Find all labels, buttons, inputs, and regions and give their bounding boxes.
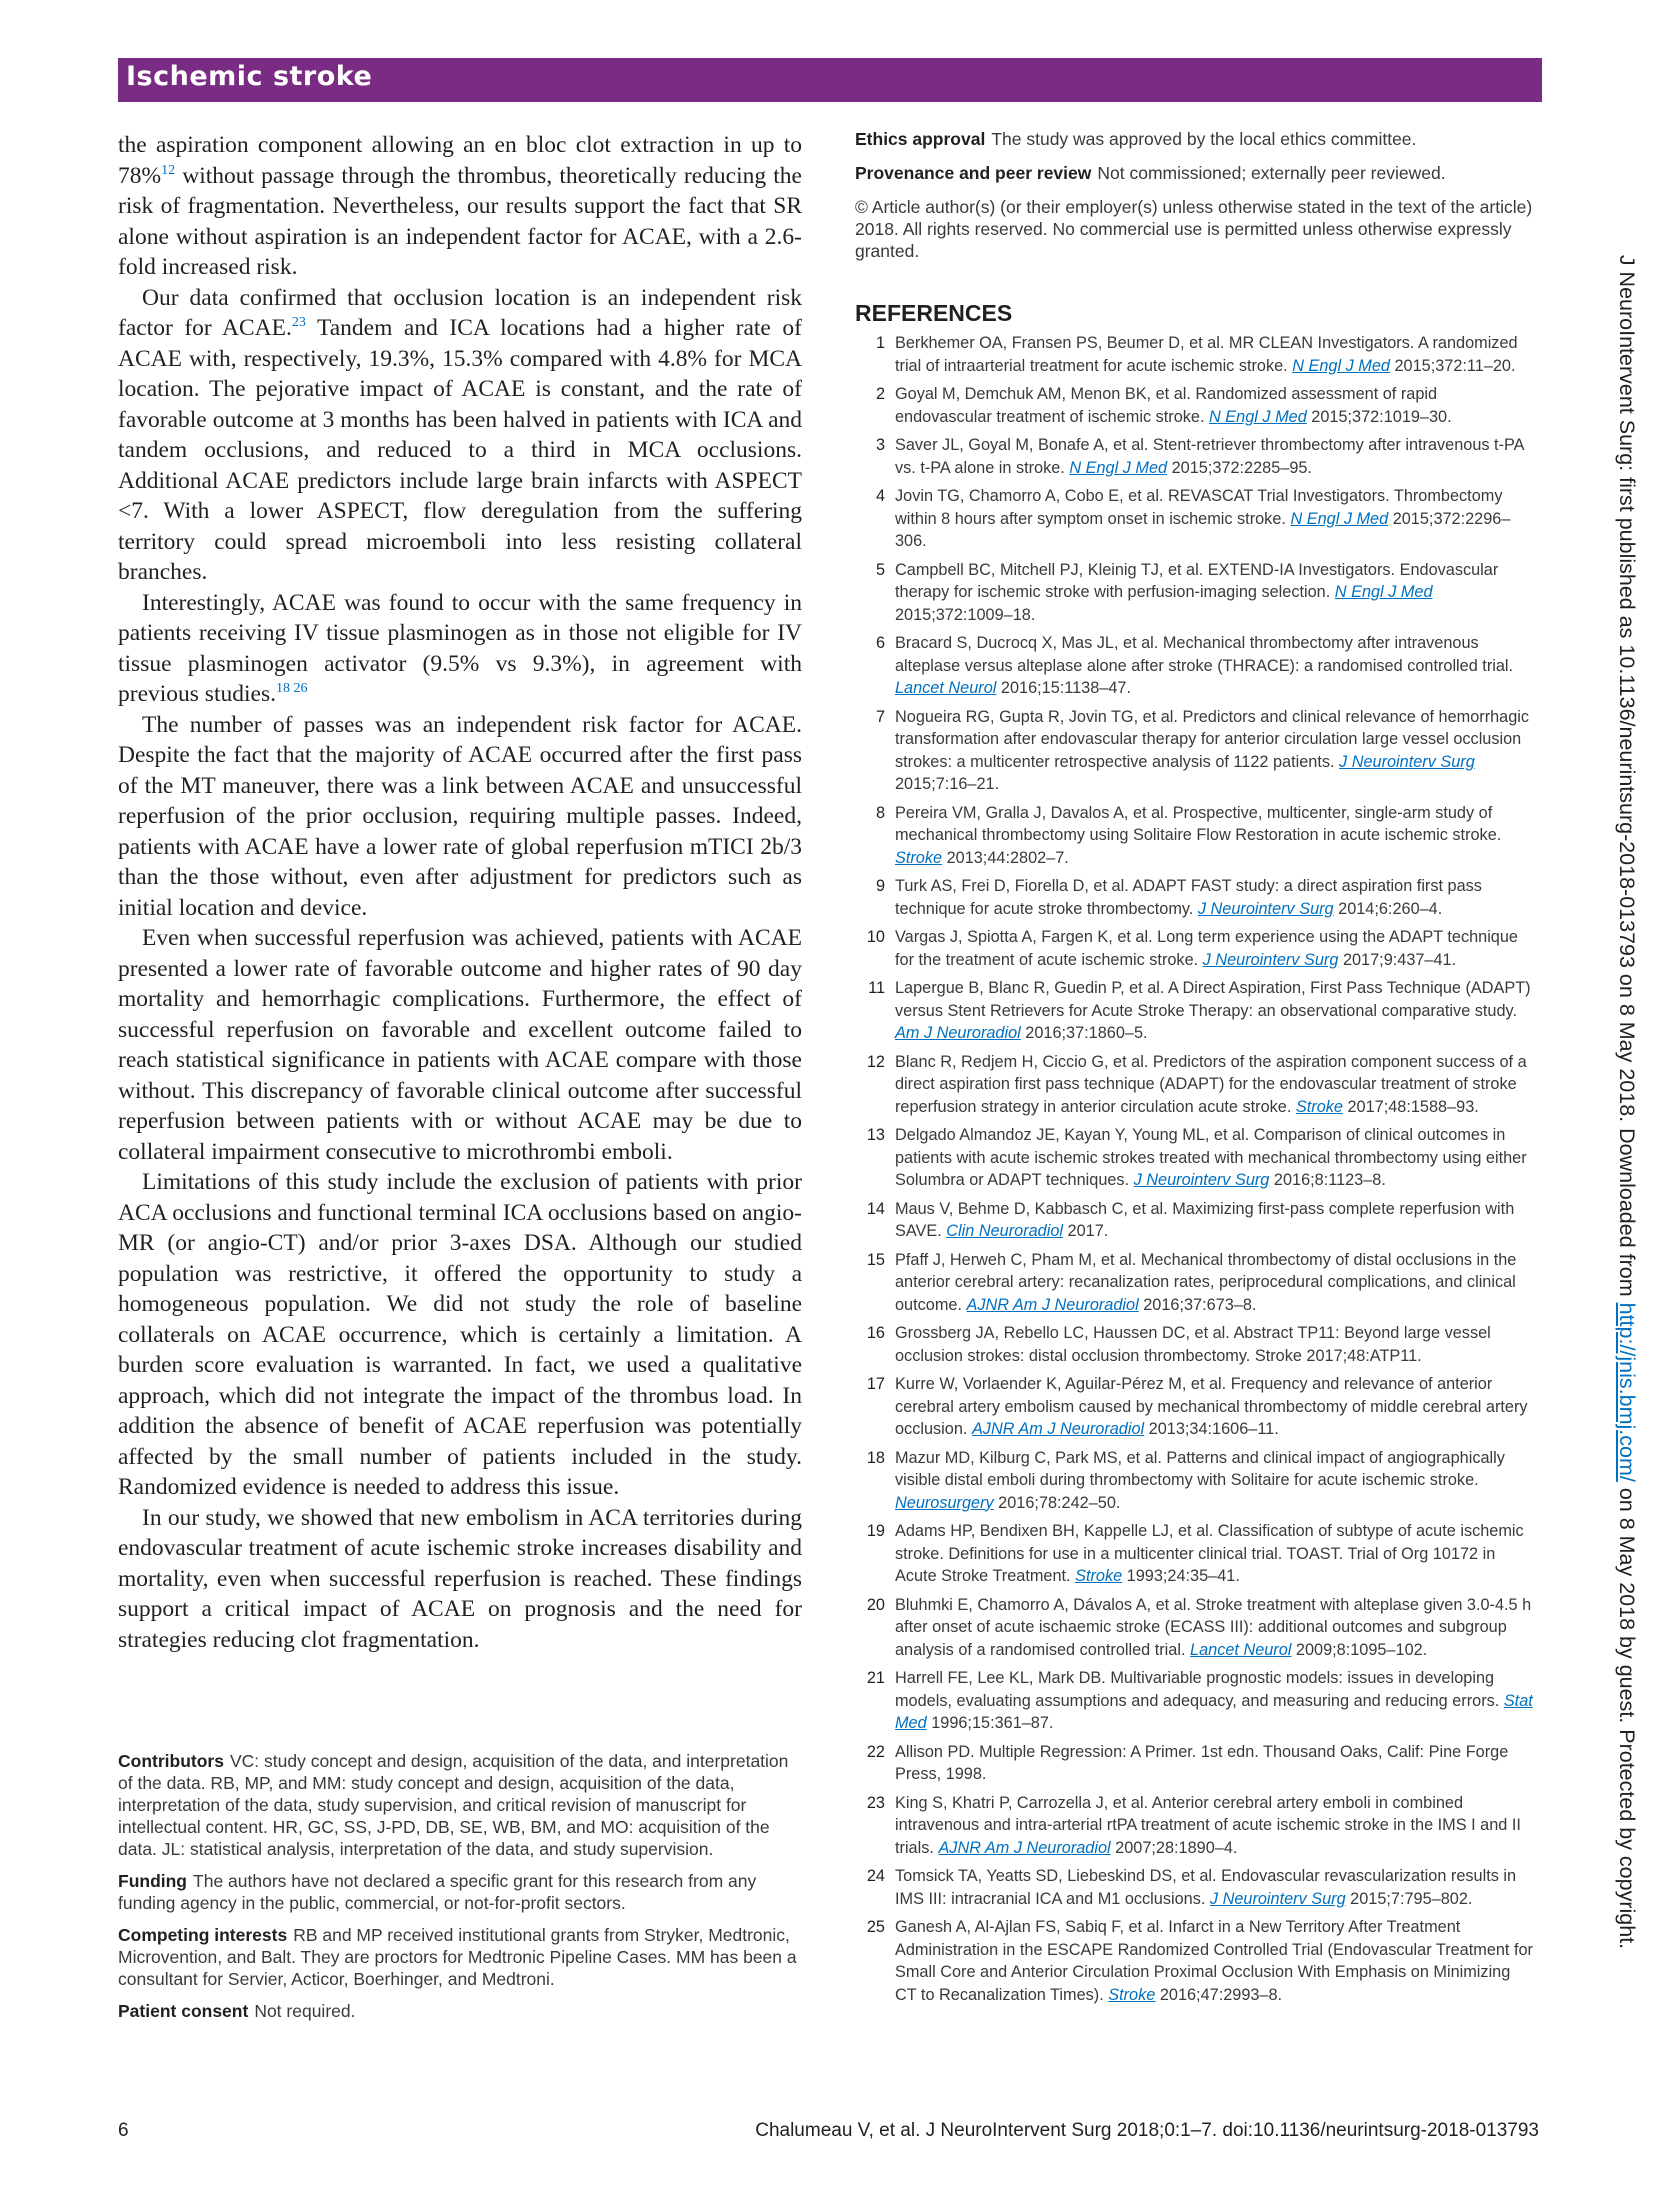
journal-link[interactable]: J Neurointerv Surg <box>1197 899 1334 918</box>
reference-item <box>855 802 1535 870</box>
journal-link[interactable]: J Neurointerv Surg <box>1209 1889 1346 1908</box>
reference-item <box>855 559 1535 627</box>
citation-link[interactable]: 23 <box>291 315 306 331</box>
reference-text: Blanc R, Redjem H, Ciccio G, et al. Predictors of the aspiration component success of a direct aspiration first pass technique (ADAPT) for the endovascular treatment of stroke reperfusion strategy in anterior circulation acute stroke. Stroke 2017;48:1588–93. <box>895 1052 1527 1116</box>
citation-link[interactable]: 12 <box>161 162 176 178</box>
reference-number: 5 <box>875 560 885 579</box>
reference-number: 11 <box>868 979 885 997</box>
reference-item <box>855 875 1535 920</box>
provenance-note: Provenance and peer review Not commissioned; externally peer reviewed. <box>855 163 1446 183</box>
reference-text: Berkhemer OA, Fransen PS, Beumer D, et al. MR CLEAN Investigators. A randomized trial of intraarterial treatment for acute ischemic stroke. N Engl J Med 2015;372:11–20. <box>895 334 1518 375</box>
reference-text: Mazur MD, Kilburg C, Park MS, et al. Patterns and clinical impact of angiographically visible distal emboli during thrombectomy with Solitaire for acute ischemic stroke. Neurosurgery 2016;78:242–50. <box>895 1448 1505 1512</box>
reference-number: 13 <box>866 1126 885 1144</box>
reference-text: Saver JL, Goyal M, Bonafe A, et al. Stent-retriever thrombectomy after intravenous t-PA vs. t-PA alone in stroke. N Engl J Med 2015;372:2285–95. <box>895 436 1524 477</box>
journal-link[interactable]: N Engl J Med <box>1334 583 1433 601</box>
reference-number: 2 <box>875 385 885 403</box>
journal-link[interactable]: Stroke <box>1108 1985 1156 2004</box>
footer-citation: Chalumeau V, et al. J NeuroIntervent Surg 2018;0:1–7. doi:10.1136/neurintsurg-2018-013793 <box>755 2120 1539 2141</box>
reference-number: 4 <box>875 487 885 505</box>
right-column <box>855 128 1535 2012</box>
reference-text: Harrell FE, Lee KL, Mark DB. Multivariable prognostic models: issues in developing models, evaluating assumptions and adequacy, and measuring and reducing errors. Stat Med 1996;15:361–87. <box>895 1669 1533 1732</box>
reference-text: Turk AS, Frei D, Fiorella D, et al. ADAPT FAST study: a direct aspiration first pass technique for acute stroke thrombectomy. J Neurointerv Surg 2014;6:260–4. <box>895 877 1482 918</box>
reference-item <box>855 926 1535 971</box>
reference-item <box>855 1373 1535 1441</box>
journal-link[interactable]: Lancet Neurol <box>1190 1640 1292 1659</box>
reference-text: Ganesh A, Al-Ajlan FS, Sabiq F, et al. Infarct in a New Territory After Treatment Administration in the ESCAPE Randomized Controlled Trial (Endovascular Treatment for Small Core and Anterior Circulation Proximal Occlusion With Emphasis on Minimizing CT to Recanalization Times). Stroke 2016;47:2993–8. <box>895 1918 1533 2004</box>
article-notes <box>118 1750 802 2032</box>
reference-item <box>855 1792 1535 1860</box>
reference-text: Allison PD. Multiple Regression: A Primer. 1st edn. Thousand Oaks, Calif: Pine Forge Press, 1998. <box>895 1742 1509 1783</box>
body-paragraph: The number of passes was an independent risk factor for ACAE. Despite the fact that the majority of ACAE occurred after the first pass of the MT maneuver, there was a link between ACAE and unsuccessful reperfusion of the prior occlusion, requiring multiple passes. Indeed, patients with ACAE have a lower rate of global reperfusion mTICI 2b/3 than the those without, even after adjustment for predictors such as initial location and device. <box>118 711 802 921</box>
reference-item <box>855 977 1535 1045</box>
reference-item <box>855 1249 1535 1317</box>
reference-item <box>855 632 1535 700</box>
reference-number: 19 <box>866 1522 885 1540</box>
reference-item <box>855 434 1535 479</box>
journal-link[interactable]: J Neurointerv Surg <box>1133 1171 1270 1189</box>
reference-item <box>855 1051 1535 1119</box>
citation-link[interactable]: 18 26 <box>275 681 308 697</box>
reference-item <box>855 1865 1535 1910</box>
body-paragraph: Interestingly, ACAE was found to occur with the same frequency in patients receiving IV tissue plasminogen as in those not eligible for IV tissue plasminogen activator (9.5% vs 9.3%), in agreement with previous studies.$^{18 26}$ <box>118 589 802 707</box>
reference-list <box>855 332 1535 2006</box>
journal-link[interactable]: Stat Med <box>895 1691 1533 1732</box>
body-paragraph: Even when successful reperfusion was achieved, patients with ACAE presented a lower rate of favorable outcome and higher rates of 90 day mortality and hemorrhagic complications. Furthermore, the effect of successful reperfusion on favorable and excellent outcome failed to reach statistical significance in patients with ACAE compare with those without. This discrepancy of favorable clinical outcome after successful reperfusion between patients with or without ACAE may be due to collateral impairment consecutive to microthrombi emboli. <box>118 925 802 1165</box>
reference-number: 22 <box>866 1742 885 1761</box>
reference-text: Nogueira RG, Gupta R, Jovin TG, et al. Predictors and clinical relevance of hemorrhagic transformation after endovascular therapy for anterior circulation large vessel occlusion strokes: a multicenter retrospective analysis of 1122 patients. J Neurointerv Surg 2015;7:16–21. <box>895 707 1530 793</box>
sidebar-text-post: on 8 May 2018 by guest. Protected by copyright. <box>1615 1481 1639 1950</box>
reference-text: Adams HP, Bendixen BH, Kappelle LJ, et al. Classification of subtype of acute ischemic stroke. Definitions for use in a multicenter clinical trial. TOAST. Trial of Org 10172 in Acute Stroke Treatment. Stroke 1993;24:35–41. <box>895 1522 1524 1585</box>
reference-item <box>855 1520 1535 1588</box>
reference-text: Kurre W, Vorlaender K, Aguilar-Pérez M, et al. Frequency and relevance of anterior cerebral artery embolism caused by mechanical thrombectomy of middle cerebral artery occlusion. AJNR Am J Neuroradiol 2013;34:1606–11. <box>895 1375 1528 1438</box>
reference-item <box>855 485 1535 553</box>
journal-link[interactable]: Stroke <box>895 848 943 867</box>
reference-number: 12 <box>866 1052 885 1071</box>
journal-link[interactable]: AJNR Am J Neuroradiol <box>971 1420 1145 1438</box>
reference-text: Goyal M, Demchuk AM, Menon BK, et al. Randomized assessment of rapid endovascular treatment of ischemic stroke. N Engl J Med 2015;372:1019–30. <box>895 385 1452 426</box>
reference-number: 6 <box>875 634 885 652</box>
reference-item <box>855 332 1535 377</box>
patient-consent-note: Patient consent Not required. <box>118 2001 356 2021</box>
reference-text: Pfaff J, Herweh C, Pham M, et al. Mechanical thrombectomy of distal occlusions in the anterior cerebral artery: recanalization rates, periprocedural complications, and clinical outcome. AJNR Am J Neuroradiol 2016;37:673–8. <box>895 1250 1517 1314</box>
reference-number: 16 <box>866 1324 885 1342</box>
reference-number: 14 <box>866 1199 885 1218</box>
reference-item <box>855 1198 1535 1243</box>
reference-number: 17 <box>866 1375 885 1393</box>
journal-link[interactable]: N Engl J Med <box>1290 509 1389 528</box>
journal-link[interactable]: Stroke <box>1075 1567 1123 1585</box>
reference-item <box>855 1124 1535 1192</box>
reference-number: 23 <box>866 1793 885 1812</box>
journal-link[interactable]: AJNR Am J Neuroradiol <box>938 1838 1111 1857</box>
section-header-band <box>118 58 1542 102</box>
journal-link[interactable]: Am J Neuroradiol <box>895 1024 1021 1042</box>
journal-link[interactable]: J Neurointerv Surg <box>1339 752 1475 771</box>
reference-text: Jovin TG, Chamorro A, Cobo E, et al. REVASCAT Trial Investigators. Thrombectomy within 8 hours after symptom onset in ischemic stroke. N Engl J Med 2015;372:2296–306. <box>895 487 1511 550</box>
ethics-note: Ethics approval The study was approved by the local ethics committee. <box>855 129 1417 149</box>
body-paragraph: the aspiration component allowing an en bloc clot extraction in up to 78%$^{12}$ without passage through the thrombus, theoretically reducing the risk of fragmentation. Nevertheless, our results support the fact that SR alone without aspiration is an independent factor for ACAE, with a 2.6-fold increased risk. <box>118 132 802 280</box>
sidebar-citation-notice <box>1607 77 1647 2127</box>
section-title: Ischemic stroke <box>126 61 373 92</box>
reference-number: 1 <box>875 334 885 352</box>
journal-link[interactable]: AJNR Am J Neuroradiol <box>966 1295 1139 1314</box>
reference-text: Delgado Almandoz JE, Kayan Y, Young ML, et al. Comparison of clinical outcomes in patients with acute ischemic strokes treated with mechanical thrombectomy using either Solumbra or ADAPT techniques. J Neurointerv Surg 2016;8:1123–8. <box>895 1126 1527 1189</box>
journal-link[interactable]: N Engl J Med <box>1292 356 1390 375</box>
body-paragraph: In our study, we showed that new embolism in ACA territories during endovascular treatment of acute ischemic stroke increases disability and mortality, even when successful reperfusion is reached. These findings support a critical impact of ACAE on prognosis and the need for strategies reducing clot fragmentation. <box>118 1504 802 1653</box>
reference-text: Maus V, Behme D, Kabbasch C, et al. Maximizing first-pass complete reperfusion with SAVE. Clin Neuroradiol 2017. <box>895 1199 1515 1240</box>
reference-number: 3 <box>875 436 885 454</box>
reference-item <box>855 1667 1535 1735</box>
reference-number: 7 <box>875 707 885 726</box>
reference-item <box>855 706 1535 796</box>
journal-link[interactable]: Clin Neuroradiol <box>946 1222 1064 1240</box>
reference-item <box>855 1594 1535 1662</box>
discussion-body <box>118 130 802 1655</box>
body-paragraph: Our data confirmed that occlusion location is an independent risk factor for ACAE.$^{23}$ Tandem and ICA locations had a higher rate of ACAE with, respectively, 19.3%, 15.3% compared with 4.8% for MCA location. The pejorative impact of ACAE is constant, and the rate of favorable outcome at 3 months has been halved in patients with ICA and tandem occlusions, and reduced to a third in MCA occlusions. Additional ACAE predictors include large brain infarcts with ASPECT <7. With a lower ASPECT, flow deregulation from the suffering territory could spread microemboli into less resisting collateral branches. <box>118 284 802 585</box>
body-paragraph: Limitations of this study include the exclusion of patients with prior ACA occlusions and functional terminal ICA occlusions based on angio-MR (or angio-CT) and/or prior 3-axes DSA. Although our studied population was restrictive, it offered the opportunity to study a homogeneous population. We did not study the role of baseline collaterals on ACAE occurrence, which is certainly a limitation. A burden score evaluation is warranted. In fact, we used a qualitative approach, which did not integrate the impact of the thrombus load. In addition the absence of benefit of ACAE reperfusion was potentially affected by the small number of patients included in the study. Randomized evidence is needed to address this issue. <box>118 1169 802 1500</box>
reference-number: 18 <box>866 1448 885 1467</box>
reference-text: Campbell BC, Mitchell PJ, Kleinig TJ, et al. EXTEND-IA Investigators. Endovascular therapy for ischemic stroke with perfusion-imaging selection. N Engl J Med 2015;372:1009–18. <box>895 560 1499 624</box>
reference-item <box>855 1447 1535 1515</box>
journal-link[interactable]: Lancet Neurol <box>895 679 997 697</box>
reference-item <box>855 383 1535 428</box>
journal-link[interactable]: Stroke <box>1295 1097 1343 1116</box>
reference-text: Bracard S, Ducrocq X, Mas JL, et al. Mechanical thrombectomy after intravenous alteplase versus alteplase alone after stroke (THRACE): a randomised controlled trial. Lancet Neurol 2016;15:1138–47. <box>895 634 1514 697</box>
reference-text: Grossberg JA, Rebello LC, Haussen DC, et al. Abstract TP11: Beyond large vessel occlusion strokes: distal occlusion thrombectomy. Stroke 2017;48:ATP11. <box>895 1324 1491 1365</box>
reference-text: Tomsick TA, Yeatts SD, Liebeskind DS, et al. Endovascular revascularization results in IMS III: intracranial ICA and M1 occlusions. J Neurointerv Surg 2015;7:795–802. <box>895 1867 1517 1908</box>
reference-text: Vargas J, Spiotta A, Fargen K, et al. Long term experience using the ADAPT technique for the treatment of acute ischemic stroke. J Neurointerv Surg 2017;9:437–41. <box>895 928 1518 969</box>
reference-number: 8 <box>875 803 885 822</box>
journal-link[interactable]: N Engl J Med <box>1069 458 1168 477</box>
competing-interests-note: Competing interests RB and MP received institutional grants from Stryker, Medtronic, Microvention, and Balt. They are proctors for Medtronic Pipeline Cases. MM has been a consultant for Servier, Acticor, Boerhinger, and Medtroni. <box>118 1925 797 1989</box>
reference-number: 20 <box>866 1595 885 1614</box>
reference-number: 15 <box>866 1250 885 1269</box>
journal-site-link[interactable]: http://jnis.bmj.com/ <box>1615 1302 1639 1482</box>
reference-text: Pereira VM, Gralla J, Davalos A, et al. Prospective, multicenter, single-arm study of mechanical thrombectomy using Solitaire Flow Restoration in acute ischemic stroke. Stroke 2013;44:2802–7. <box>895 803 1502 867</box>
journal-link[interactable]: Neurosurgery <box>895 1493 994 1512</box>
reference-number: 21 <box>866 1669 885 1687</box>
reference-text: Lapergue B, Blanc R, Guedin P, et al. A Direct Aspiration, First Pass Technique (ADAPT) versus Stent Retrievers for Acute Stroke Therapy: an observational comparative study. Am J Neuroradiol 2016;37:1860–5. <box>895 979 1531 1042</box>
reference-number: 25 <box>866 1918 885 1936</box>
contributors-note: Contributors VC: study concept and design, acquisition of the data, and interpretation of the data. RB, MP, and MM: study concept and design, acquisition of the data, interpretation of the data, study supervision, and critical revision of manuscript for intellectual content. HR, GC, SS, J-PD, DB, SE, WB, BM, and MO: acquisition of the data. JL: statistical analysis, interpretation of the data, and study supervision. <box>118 1751 789 1859</box>
reference-item <box>855 1741 1535 1786</box>
sidebar-text-pre: J NeuroIntervent Surg: first published as 10.1136/neurintsurg-2018-013793 on 8 May 2018. Downloaded from <box>1615 254 1639 1303</box>
reference-number: 9 <box>875 877 885 895</box>
funding-note: Funding The authors have not declared a specific grant for this research from any funding agency in the public, commercial, or not-for-profit sectors. <box>118 1871 757 1913</box>
reference-number: 24 <box>866 1867 885 1885</box>
journal-link[interactable]: J Neurointerv Surg <box>1202 950 1339 969</box>
reference-number: 10 <box>866 928 885 946</box>
reference-item <box>855 1916 1535 2006</box>
reference-text: King S, Khatri P, Carrozella J, et al. Anterior cerebral artery emboli in combined intravenous and intra-arterial rtPA treatment of acute ischemic stroke in the IMS I and II trials. AJNR Am J Neuroradiol 2007;28:1890–4. <box>895 1793 1521 1857</box>
reference-text: Bluhmki E, Chamorro A, Dávalos A, et al. Stroke treatment with alteplase given 3.0-4.5 h after onset of acute ischaemic stroke (ECASS III): additional outcomes and subgroup analysis of a randomised controlled trial. Lancet Neurol 2009;8:1095–102. <box>895 1595 1532 1659</box>
reference-item <box>855 1322 1535 1367</box>
copyright-note: © Article author(s) (or their employer(s) unless otherwise stated in the text of the article) 2018. All rights reserved. No commercial use is permitted unless otherwise expressly granted. <box>855 197 1533 261</box>
references-heading: REFERENCES <box>855 300 1013 326</box>
page-number: 6 <box>118 2120 129 2141</box>
journal-link[interactable]: N Engl J Med <box>1209 407 1307 426</box>
